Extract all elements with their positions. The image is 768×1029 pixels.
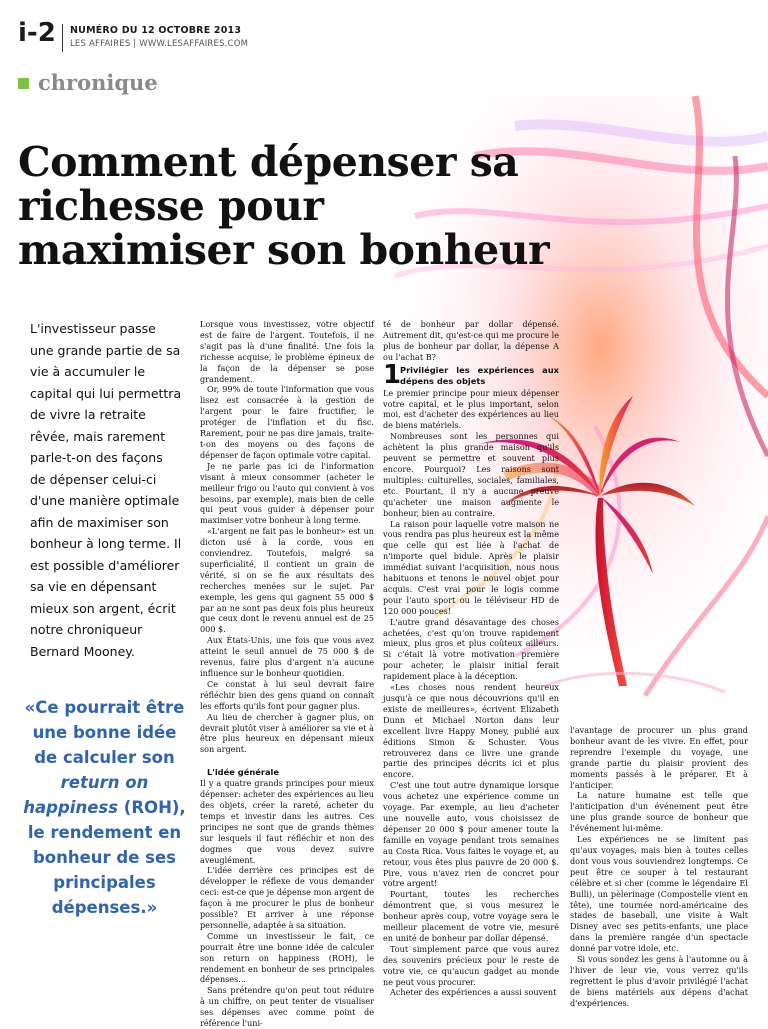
article-title: Comment dépenser sa richesse pour maximiser son bonheur — [18, 138, 550, 274]
paragraph: C'est une tout autre dynamique lorsque vous achetez une expérience comme un voyage. Par exemple, au lieu d'acheter une nouvelle auto, vous choisissez de dépenser 20 000 $ pour amener toute la famille en voyage pendant trois semaines au Costa Rica. Vous faites le voyage et, au retour, vous êtes plus pauvre de 20 000 $. Pire, vous n'avez rien de concret pour votre argent! — [383, 780, 559, 889]
pull-quote-before: «Ce pourrait être une bonne idée de calculer son — [24, 698, 185, 767]
paragraph: Il y a quatre grands principes pour mieux dépenser: acheter des expériences au lieu des objets, créer la rareté, acheter du temps et investir dans les autres. Ces principes ne sont que de grands thèmes sur lesquels il faut réfléchir et non des dogmes que vous devez suivre aveuglément. — [200, 778, 374, 865]
publication-line: LES AFFAIRES | WWW.LESAFFAIRES.COM — [70, 39, 249, 49]
paragraph: L'idée derrière ces principes est de développer le réflexe de vous demander ceci: est-ce que je dépense mon argent de façon à me procurer le plus de bonheur possible? Et arriver à une réponse personnelle, adaptée à sa situation. — [200, 865, 374, 930]
paragraph: Si vous sondez les gens à l'automne ou à l'hiver de leur vie, vous verrez qu'ils regrettent le plus d'avoir privilégié l'achat de biens matériels aux dépens d'achat d'expériences. — [570, 954, 748, 1008]
header-divider — [62, 24, 63, 52]
paragraph: Comme un investisseur le fait, ce pourrait être une bonne idée de calculer son return on happiness (ROH), le rendement en bonheur de ses principales dépenses... — [200, 930, 374, 985]
paragraph: Pourtant, toutes les recherches démontrent que, si vous mesurez le bonheur après coup, votre voyage sera le meilleur placement de votre vie, mesuré en unité de bonheur par dollar dépensé. — [383, 889, 559, 943]
paragraph: Lorsque vous investissez, votre objectif est de faire de l'argent. Toutefois, il ne s'agit pas là d'une finalité. Une fois la richesse acquise, le problème épineux de la façon de la dépenser se pose grandement. — [200, 319, 374, 384]
article-lede: L'investisseur passe une grande partie de sa vie à accumuler le capital qui lui permettra de vivre la retraite rêvée, mais rarement parle-t-on des façons de dépenser celui-ci d'une manière optimale afin de maximiser son bonheur à long terme. Il est possible d'améliorer sa vie en dépensant mieux son argent, écrit notre chroniqueur Bernard Mooney. — [30, 321, 182, 659]
paragraph: Aux États-Unis, une fois que vous avez atteint le seuil annuel de 75 000 $ de revenus, faire plus d'argent n'a aucune influence sur le bonheur quotidien. — [200, 635, 374, 678]
paragraph: Ce constat à lui seul devrait faire réfléchir bien des gens quand on connaît les efforts qu'ils font pour gagner plus. — [200, 678, 374, 711]
paragraph: La raison pour laquelle votre maison ne vous rendra pas plus heureux est la même que celle qui est liée à l'achat de n'importe quel bidule. Après le plaisir immédiat suivant l'acquisition, nous nous habituons et tenons le nouvel objet pour acquis. C'est vrai pour le logis comme pour l'auto sport ou le téléviseur HD de 120 000 pouces! — [383, 518, 559, 616]
paragraph: La nature humaine est telle que l'anticipation d'un événement peut être une plus grande source de bonheur que l'événement lui-même. — [570, 790, 748, 834]
article-column-2 — [383, 319, 559, 998]
paragraph: Tout simplement parce que vous aurez des souvenirs précieux pour le reste de votre vie, ce qu'aucun gadget au monde ne peut vous procurer. — [383, 943, 559, 987]
section-label: chronique — [38, 70, 158, 95]
paragraph: Nombreuses sont les personnes qui achètent la plus grande maison qu'ils peuvent se permettre et souvent plus encore. Pourquoi? Les raisons sont multiples: culturelles, sociales, familiales, etc. Pourtant, il n'y a aucune preuve qu'acheter une maison augmente le bonheur, bien au contraire. — [383, 431, 559, 518]
paragraph: Au lieu de chercher à gagner plus, on devrait plutôt viser à améliorer sa vie et à être plus heureux en dépensant mieux son argent. — [200, 711, 374, 755]
heading-number: 1 — [383, 359, 402, 390]
paragraph: Or, 99% de toute l'information que vous lisez est consacrée à la gestion de l'argent pour le faire fructifier, le protéger de l'inflation et du fisc. Rarement, pour ne pas dire jamais, traite-t-on des moyens ou des façons de dépenser de façon optimale votre capital. — [200, 384, 374, 460]
issue-date: NUMÉRO DU 12 OCTOBRE 2013 — [70, 25, 242, 36]
pull-quote-after: (ROH), le rendement en bonheur de ses principales dépenses.» — [27, 798, 186, 917]
paragraph: l'avantage de procurer un plus grand bonheur avant de les vivre. En effet, pour reprendre l'exemple du voyage, une grande partie du plaisir provient des moments passés à le préparer. Et à l'anticiper. — [570, 725, 748, 790]
paragraph: Je ne parle pas ici de l'information visant à mieux consommer (acheter le meilleur frigo ou l'auto qui convient à vos besoins, par exemple), mais bien de celle qui peut vous guider à dépenser pour maximiser votre bonheur à long terme. — [200, 460, 374, 526]
paragraph: Acheter des expériences a aussi souvent — [390, 987, 557, 998]
paragraph: «L'argent ne fait pas le bonheur» est un dicton usé à la corde, vous en conviendrez. Toutefois, malgré sa superficialité, il contient un grain de vérité, si on se fie aux résultats des recherches menées sur le sujet. Par exemple, les gens qui gagnent 55 000 $ par an ne sont pas deux fois plus heureux que ceux dont le revenu annuel est de 25 000 $. — [200, 526, 374, 635]
heading-text: Privilégier les expériences aux dépens des objets — [400, 364, 559, 386]
paragraph: Sans prétendre qu'on peut tout réduire à un chiffre, on peut tenter de visualiser ses dépenses avec comme point de référence l'uni- — [200, 985, 374, 1029]
spacer — [200, 755, 374, 767]
page-header — [18, 18, 758, 58]
paragraph: «Les choses nous rendent heureux jusqu'à ce que nous découvrions qu'il en existe de meilleures», écrivent Elizabeth Dunn et Michael Norton dans leur excellent livre Happy Money, publié aux éditions Simon & Schuster. Vous retrouverez dans ce livre une grande partie des principes décrits ici et plus encore. — [383, 682, 559, 780]
paragraph: L'autre grand désavantage des choses achetées, c'est qu'on trouve rapidement mieux, plus gros et plus coûteux ailleurs. Si c'était là votre motivation première pour acheter, le plaisir initial ferait rapidement place à la déception. — [383, 616, 559, 682]
subheading: L'idée générale — [207, 767, 280, 778]
page-number: i-2 — [18, 18, 56, 48]
paragraph: Le premier principe pour mieux dépenser votre capital, et le plus important, selon moi, est d'acheter des expériences au lieu de biens matériels. — [383, 387, 559, 431]
pull-quote-emphasis: return on happiness — [23, 773, 149, 817]
paragraph: Les expériences ne se limitent pas qu'aux voyages, mais bien à toutes celles dont vous vous souviendrez longtemps. Ce peut être ce souper à tel restaurant célèbre et si cher (comme le légendaire El Bulli), un pèlerinage (Compostelle vient en tête), une tournée nord-américaine des stades de baseball, une visite à Walt Disney avec ses petits-enfants, une place dans la première rangée d'un spectacle donné par votre idole, etc. — [570, 834, 748, 954]
paragraph: té de bonheur par dollar dépensé. Autrement dit, qu'est-ce qui me procure le plus de bonheur par dollar, la dépense A ou l'achat B? — [383, 319, 559, 362]
article-column-1 — [200, 319, 374, 1029]
section-marker-icon — [18, 78, 29, 89]
numbered-heading — [383, 359, 559, 390]
article-column-3 — [570, 725, 748, 1009]
pull-quote — [22, 695, 187, 920]
